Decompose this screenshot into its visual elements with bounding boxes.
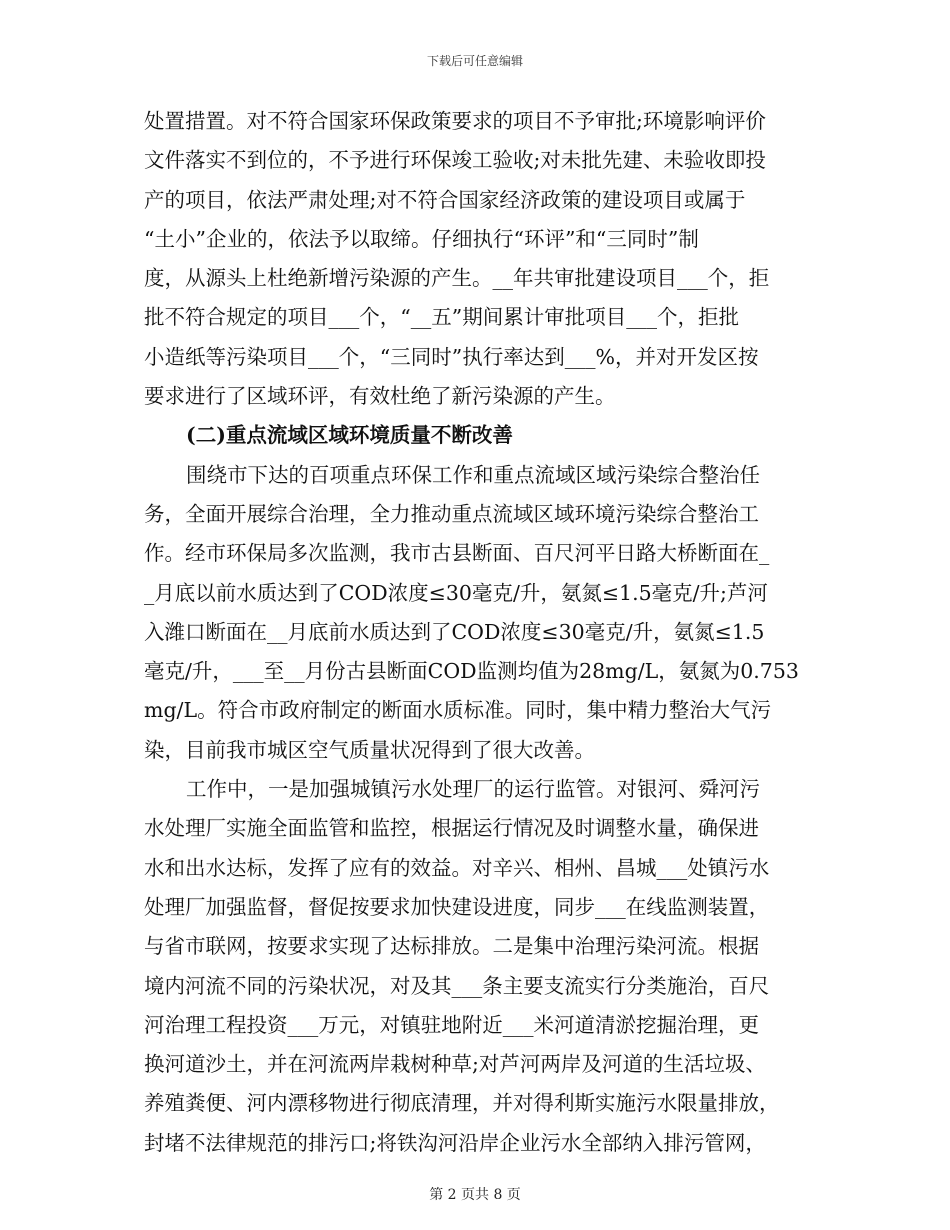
text-line: 处置措置。对不符合国家环保政策要求的项目不予审批;环境影响评价 — [144, 109, 766, 133]
page-header: 下载后可任意编辑 — [426, 54, 523, 68]
text-line: 入潍口断面在__月底前水质达到了COD浓度≤30毫克/升，氨氮≤1.5 — [144, 619, 765, 644]
page-footer: 第 2 页共 8 页 — [429, 1187, 521, 1203]
text-line: 境内河流不同的污染状况，对及其___条主要支流实行分类施治，百尺 — [144, 973, 770, 998]
text-line: 小造纸等污染项目___个，“三同时”执行率达到___%，并对开发区按 — [144, 344, 759, 369]
text-line: 封堵不法律规范的排污口;将铁沟河沿岸企业污水全部纳入排污管网， — [144, 1130, 766, 1155]
text-line: 文件落实不到位的，不予进行环保竣工验收;对未批先建、未验收即投 — [144, 148, 766, 173]
text-line: 围绕市下达的百项重点环保工作和重点流域区域污染综合整治任 — [186, 462, 760, 487]
text-line: 务，全面开展综合治理，全力推动重点流域区域环境污染综合整治工 — [144, 501, 759, 526]
document-body — [144, 102, 812, 1163]
text-line: 作。经市环保局多次监测，我市古县断面、百尺河平日路大桥断面在_ — [144, 541, 770, 566]
text-line: 染，目前我市城区空气质量状况得到了很大改善。 — [144, 737, 595, 762]
text-line: “土小”企业的，依法予以取缔。仔细执行“环评”和“三同时”制 — [144, 226, 699, 251]
text-line: _月底以前水质达到了COD浓度≤30毫克/升，氨氮≤1.5毫克/升;芦河 — [144, 580, 768, 605]
text-line: mg/L。符合市政府制定的断面水质标准。同时，集中精力整治大气污 — [144, 698, 772, 723]
text-line: 毫克/升，___至__月份古县断面COD监测均值为28mg/L，氨氮为0.753 — [144, 659, 799, 684]
text-line: 换河道沙土，并在河流两岸栽树种草;对芦河两岸及河道的生活垃圾、 — [144, 1052, 766, 1077]
text-line: 工作中，一是加强城镇污水处理厂的运行监管。对银河、舜河污 — [186, 777, 760, 802]
text-line: 养殖粪便、河内漂移物进行彻底清理，并对得利斯实施污水限量排放， — [144, 1091, 780, 1116]
text-line: 水处理厂实施全面监管和监控，根据运行情况及时调整水量，确保进 — [144, 816, 759, 841]
section-heading: (二)重点流域区域环境质量不断改善 — [186, 423, 513, 448]
text-line: 度，从源头上杜绝新增污染源的产生。__年共审批建设项目___个，拒 — [144, 266, 770, 291]
text-line: 水和出水达标，发挥了应有的效益。对辛兴、相州、昌城___处镇污水 — [144, 855, 770, 880]
text-line: 产的项目，依法严肃处理;对不符合国家经济政策的建设项目或属于 — [144, 187, 746, 212]
text-line: 要求进行了区域环评，有效杜绝了新污染源的产生。 — [144, 384, 616, 409]
text-line: 河治理工程投资___万元，对镇驻地附近___米河道清淤挖掘治理，更 — [144, 1012, 759, 1037]
text-line: 与省市联网，按要求实现了达标排放。二是集中治理污染河流。根据 — [144, 934, 759, 959]
text-line: 批不符合规定的项目___个，“__五”期间累计审批项目___个，拒批 — [144, 305, 739, 330]
text-line: 处理厂加强监督，督促按要求加快建设进度，同步___在线监测装置， — [144, 894, 770, 919]
